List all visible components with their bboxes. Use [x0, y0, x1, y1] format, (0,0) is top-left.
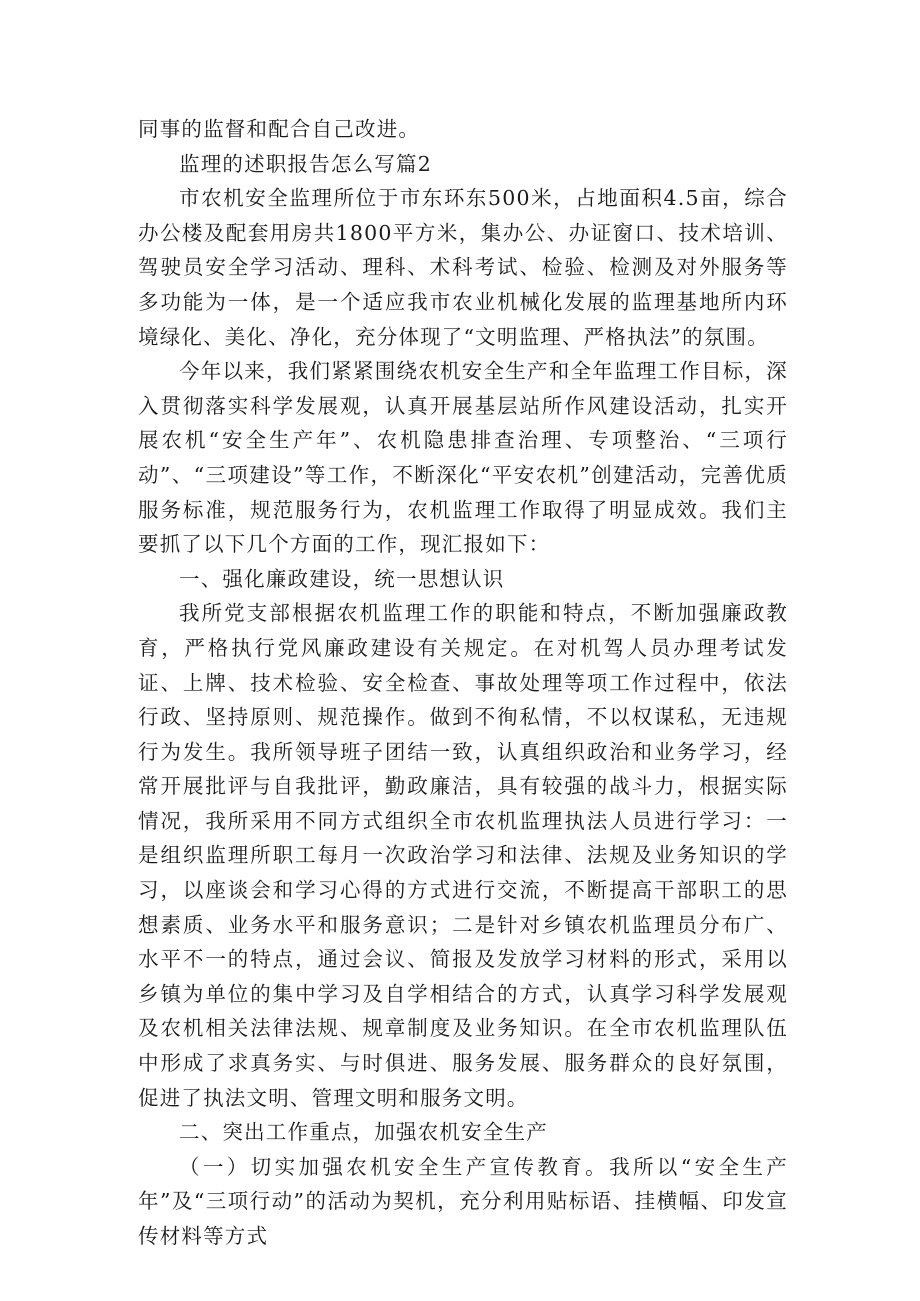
section-heading-1: 一、强化廉政建设，统一思想认识 [179, 566, 505, 591]
paragraph-safety-education: （一）切实加强农机安全生产宣传教育。我所以“安全生产年”及“三项行动”的活动为契机，充分利用贴标语、挂横幅、印发宣传材料等方式 [138, 1154, 788, 1248]
paragraph-integrity: 我所党支部根据农机监理工作的职能和特点，不断加强廉政教育，严格执行党风廉政建设有关规定。在对机驾人员办理考试发证、上牌、技术检验、安全检查、事故处理等项工作过程中，依法行政、坚持原则、规范操作。做到不徇私情，不以权谋私，无违规行为发生。我所领导班子团结一致，认真组织政治和业务学习，经常开展批评与自我批评，勤政廉洁，具有较强的战斗力，根据实际情况，我所采用不同方式组织全市农机监理执法人员进行学习：一是组织监理所职工每月一次政治学习和法律、法规及业务知识的学习，以座谈会和学习心得的方式进行交流，不断提高干部职工的思想素质、业务水平和服务意识；二是针对乡镇农机监理员分布广、水平不一的特点，通过会议、简报及发放学习材料的形式，采用以乡镇为单位的集中学习及自学相结合的方式，认真学习科学发展观及农机相关法律法规、规章制度及业务知识。在全市农机监理队伍中形成了求真务实、与时俱进、服务发展、服务群众的良好氛围，促进了执法文明、管理文明和服务文明。 [138, 601, 788, 1110]
section-title: 监理的述职报告怎么写篇2 [179, 151, 432, 176]
paragraph-continuation: 同事的监督和配合自己改进。 [138, 117, 421, 141]
paragraph-intro: 市农机安全监理所位于市东环东500米，占地面积4.5亩，综合办公楼及配套用房共1800平方米，集办公、办证窗口、技术培训、驾驶员安全学习活动、理科、术科考试、检验、检测及对外服务等多功能为一体，是一个适应我市农业机械化发展的监理基地所内环境绿化、美化、净化，充分体现了“文明监理、严格执法”的氛围。 [138, 186, 788, 349]
section-heading-2: 二、突出工作重点，加强农机安全生产 [179, 1120, 548, 1145]
paragraph-overview: 今年以来，我们紧紧围绕农机安全生产和全年监理工作目标，深入贯彻落实科学发展观，认真开展基层站所作风建设活动，扎实开展农机“安全生产年”、农机隐患排查治理、专项整治、“三项行动”、“三项建设”等工作，不断深化“平安农机”创建活动，完善优质服务标准，规范服务行为，农机监理工作取得了明显成效。我们主要抓了以下几个方面的工作，现汇报如下： [138, 359, 788, 557]
